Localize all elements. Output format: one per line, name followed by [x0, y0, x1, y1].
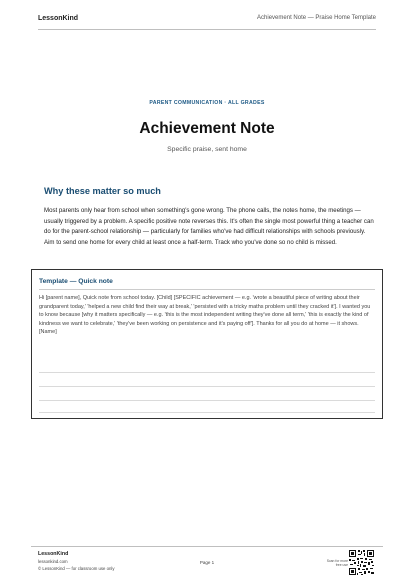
template-heading: Template — Quick note — [39, 278, 113, 285]
qr-scan-label: Scan for more free use — [326, 559, 348, 567]
section-heading: Why these matter so much — [44, 186, 161, 196]
document-title: Achievement Note — Praise Home Template — [257, 15, 376, 21]
writing-line[interactable] — [39, 400, 375, 401]
template-text: Hi [parent name], Quick note from school today. [Child] [SPECIFIC achievement — e.g. 'wrote a beautiful piece of writing about their grandparent today,' 'helped a new child find their way at break,' 'persisted with a tricky maths problem until they cracked it']. I wanted you to know because [why it matters specifically — e.g. 'this is the most independent writing they've done all term,' 'this is exactly the kind of kindness we want to celebrate,' 'they've been working on persistence and it's paying off']. Thanks for all you do at home — it shows. [Name] — [39, 295, 371, 336]
qr-code-icon[interactable] — [349, 550, 374, 575]
writing-line[interactable] — [39, 412, 375, 413]
template-divider — [39, 289, 375, 290]
footer-brand: LessonKind — [38, 551, 69, 557]
footer-copyright: © LessonKind — for classroom use only — [38, 566, 115, 571]
footer-url[interactable]: lessonkind.com — [38, 559, 68, 564]
footer-divider — [31, 546, 383, 547]
section-body: Most parents only hear from school when something's gone wrong. The phone calls, the notes home, the meetings — usually triggered by a problem. A specific positive note reverses this. It's often the single most powerful thing a teacher can do for the parent-school relationship — particularly for families who've had difficult relationships with schools previously. Aim to send one home for every child at least once a half-term. Track who you've done so no child is missed. — [44, 207, 374, 246]
template-box — [31, 269, 383, 419]
category-eyebrow: PARENT COMMUNICATION · ALL GRADES — [149, 100, 265, 106]
page-subtitle: Specific praise, sent home — [167, 146, 247, 153]
page-header — [38, 15, 376, 27]
writing-line[interactable] — [39, 372, 375, 373]
writing-line[interactable] — [39, 386, 375, 387]
page-title: Achievement Note — [139, 120, 275, 137]
page-number: Page 1 — [199, 560, 215, 565]
brand-name: LessonKind — [38, 15, 79, 22]
header-divider — [38, 29, 376, 30]
